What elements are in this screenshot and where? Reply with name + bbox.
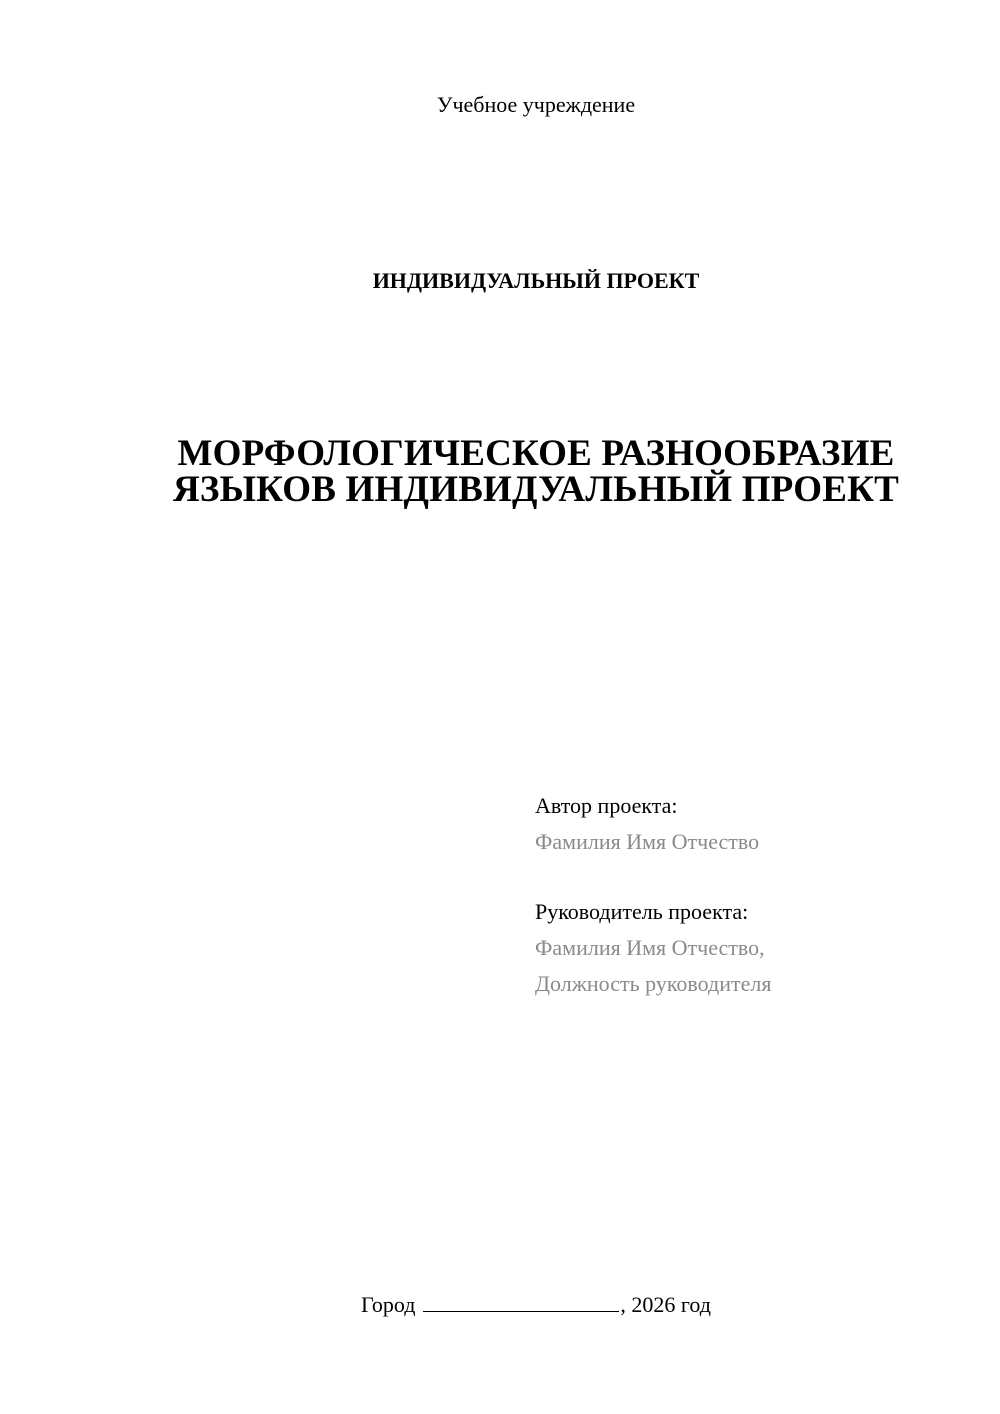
supervisor-name: Фамилия Имя Отчество, <box>535 935 765 960</box>
footer-city-year <box>0 1290 1000 1320</box>
project-title-line-1: МОРФОЛОГИЧЕСКОЕ РАЗНООБРАЗИЕ <box>177 433 895 474</box>
city-label: Город <box>361 1292 416 1317</box>
author-name: Фамилия Имя Отчество <box>535 829 760 854</box>
author-label: Автор проекта: <box>535 793 678 818</box>
year-text: , 2026 год <box>620 1292 711 1317</box>
project-title <box>100 433 972 510</box>
institution-name: Учебное учреждение <box>436 92 636 117</box>
document-type: ИНДИВИДУАЛЬНЫЙ ПРОЕКТ <box>372 268 700 293</box>
credits-spacer <box>535 860 975 894</box>
credits-block <box>535 788 975 1002</box>
supervisor-position: Должность руководителя <box>535 971 772 996</box>
city-blank-line <box>423 1290 619 1312</box>
project-title-line-2: ЯЗЫКОВ ИНДИВИДУАЛЬНЫЙ ПРОЕКТ <box>172 469 900 510</box>
supervisor-label: Руководитель проекта: <box>535 899 749 924</box>
